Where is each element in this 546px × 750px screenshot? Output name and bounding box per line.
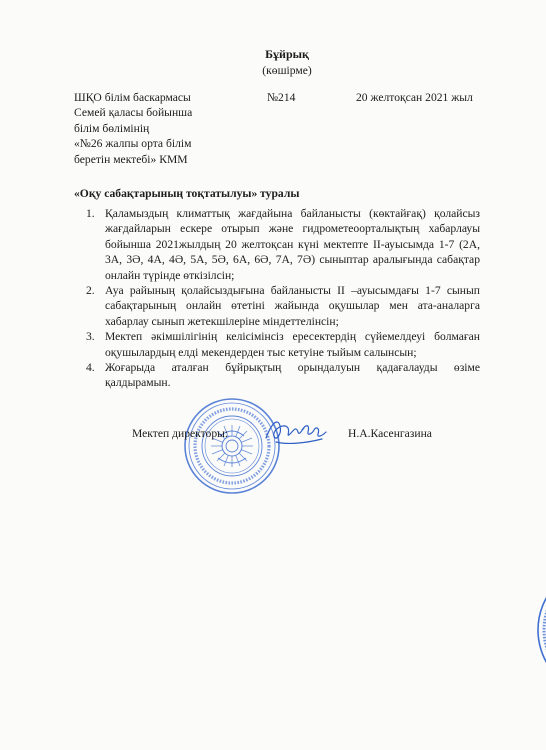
organization-line: ШҚО білім баскармасы xyxy=(74,91,191,104)
organization-line: беретін мектебі» КММ xyxy=(74,152,188,166)
partial-stamp-edge-icon xyxy=(534,560,546,700)
list-item-number: 3. xyxy=(86,330,95,344)
document-subtitle: (көшірме) xyxy=(262,64,312,77)
organization-line: «№26 жалпы орта білім xyxy=(74,137,192,151)
document-title: Бұйрық xyxy=(265,47,309,61)
order-date: 20 желтоқсан 2021 жыл xyxy=(356,91,473,104)
handwritten-signature-icon xyxy=(262,412,332,450)
list-item-text: Мектеп әкімшілігінің келісімінсіз ересектердің сүйемелдеуі болмаған оқушылардың елді мекендерден тыс кетуіне тыйым салынсын; xyxy=(105,330,480,359)
list-item-text: Жоғарыда аталған бұйрықтың орындалуын қадағалауды өзіме қалдырамын. xyxy=(105,361,480,390)
order-number: №214 xyxy=(267,91,296,104)
organization-block xyxy=(74,90,234,167)
signature-name: Н.А.Касенгазина xyxy=(348,427,432,440)
list-item-number: 1. xyxy=(86,207,95,220)
list-item xyxy=(80,360,480,391)
organization-line: білім бөлімінің xyxy=(74,121,150,135)
order-subject: «Оқу сабақтарының тоқтатылуы» туралы xyxy=(74,187,300,200)
organization-line: Семей қаласы бойынша xyxy=(74,106,193,120)
list-item xyxy=(80,206,480,283)
list-item-text: Қаламыздың климаттық жағдайына байланысты (көктайғақ) қолайсыз жағдайларын ескере отырып және гидрометеоорталықтың хабарлауы бойынша 2021жылдың 20 желтоқсан күні мектепте ІІ-ауысымда 1-7 (2А, 3А, 3Ә, 4А, 4Ә, 5А, 5Ә, 6А, 6Ә, 7А, 7Ә) сыныптар аралығында сабақтар онлайн түрінде өткізілсін; xyxy=(105,207,480,282)
signature-label: Мектеп директоры: xyxy=(132,427,229,440)
list-item xyxy=(80,329,480,360)
list-item-text: Ауа райының қолайсыздығына байланысты ІІ –ауысымдағы 1-7 сынып сабақтарының онлайн өтетіні жайында оқушылар мен ата-аналарга хабарлау сынып жетекшілеріне міндеттелінсін; xyxy=(105,284,480,328)
list-item xyxy=(80,283,480,329)
order-items-list xyxy=(80,206,480,391)
list-item-number: 4. xyxy=(86,361,95,375)
list-item-number: 2. xyxy=(86,284,95,298)
